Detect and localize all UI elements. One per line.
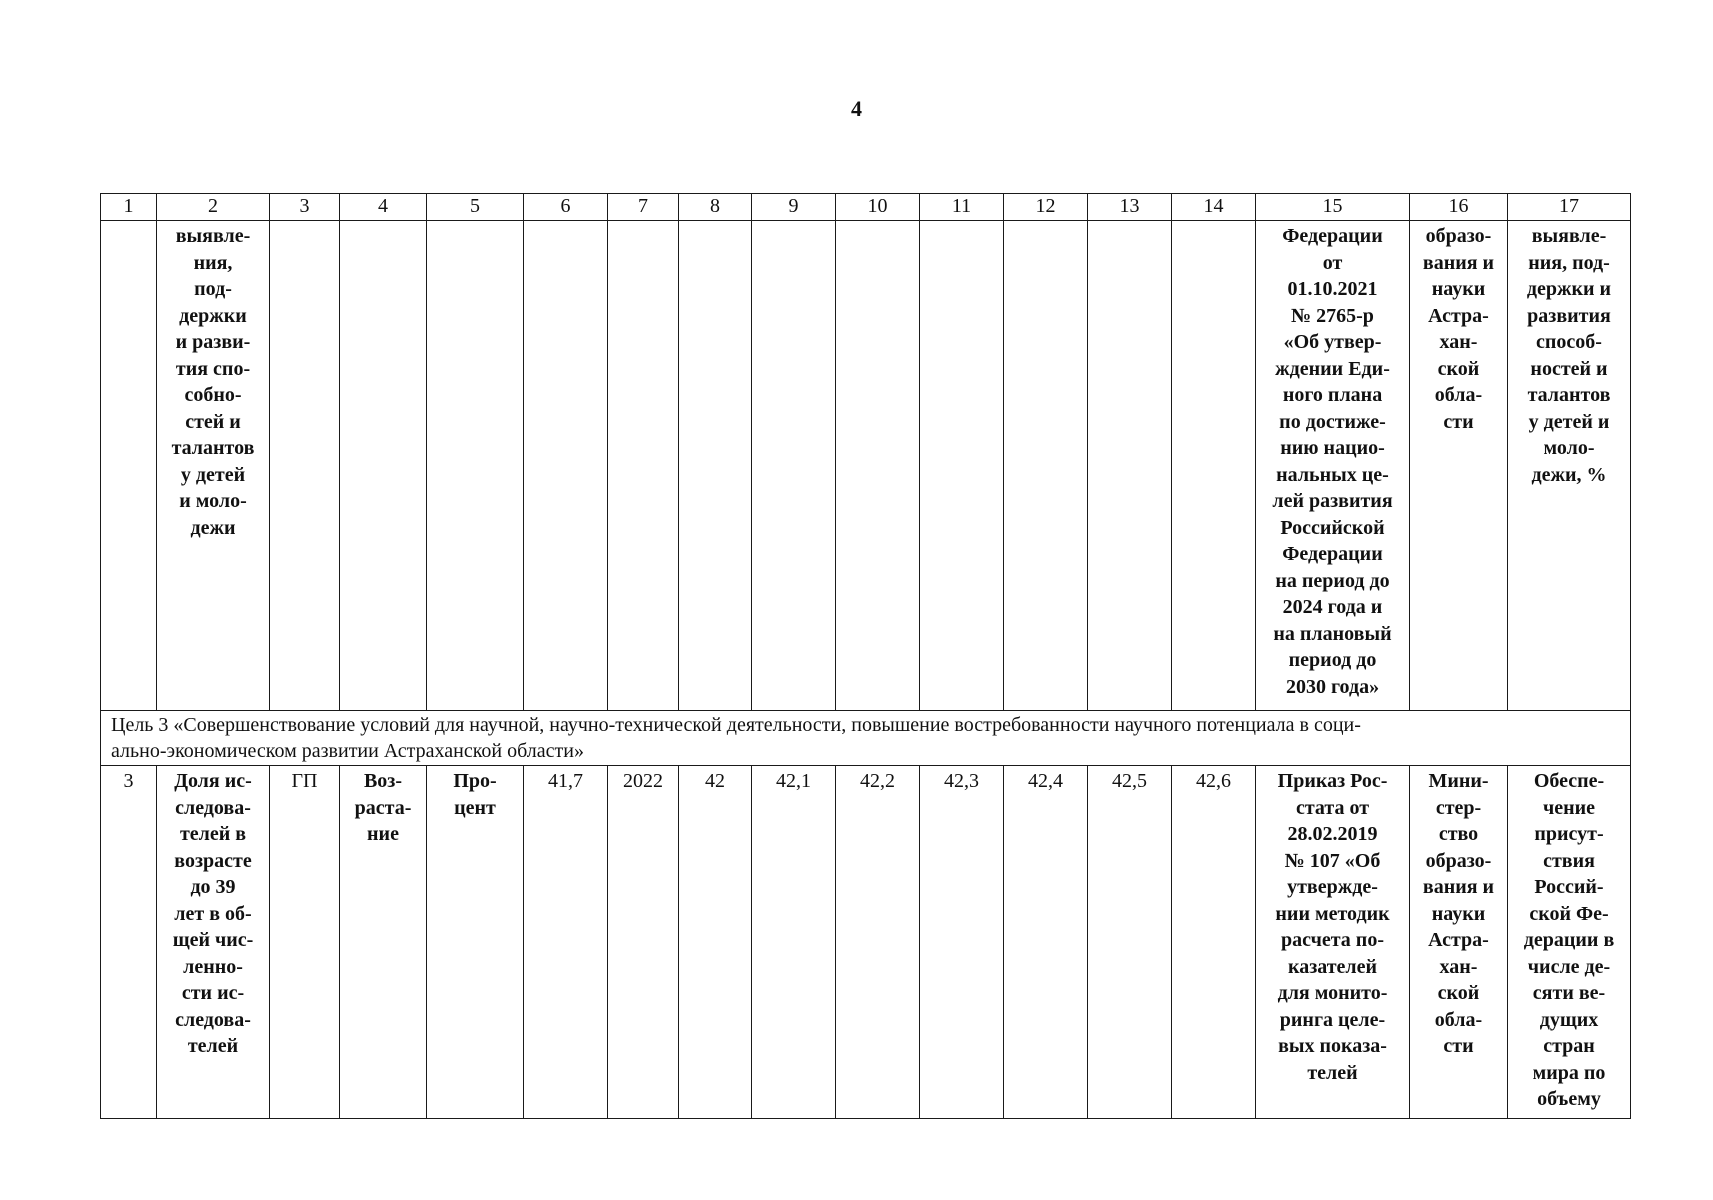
column-number: 10 — [836, 194, 920, 221]
table-cell — [101, 221, 157, 711]
goal-row — [101, 711, 1631, 766]
column-number: 2 — [157, 194, 270, 221]
table-cell — [270, 221, 340, 711]
trend-cell: Воз- раста- ние — [340, 766, 427, 1119]
column-number: 6 — [524, 194, 608, 221]
column-number: 8 — [679, 194, 752, 221]
column-number: 14 — [1172, 194, 1256, 221]
related-indicator-cell: выявле- ния, под- держки и развития способ- ностей и талантов у детей и моло- дежи, % — [1508, 221, 1631, 711]
column-number-row — [101, 194, 1631, 221]
unit-cell: Про- цент — [427, 766, 524, 1119]
base-year-cell: 2022 — [608, 766, 679, 1119]
table-cell — [920, 221, 1004, 711]
column-number: 1 — [101, 194, 157, 221]
column-number: 3 — [270, 194, 340, 221]
table-cell — [1088, 221, 1172, 711]
table-cell — [1004, 221, 1088, 711]
table-cell — [836, 221, 920, 711]
value-cell: 42,3 — [920, 766, 1004, 1119]
page-number: 4 — [851, 96, 862, 121]
column-number: 17 — [1508, 194, 1631, 221]
column-number: 12 — [1004, 194, 1088, 221]
column-number: 7 — [608, 194, 679, 221]
responsible-body-cell: Мини- стер- ство образо- вания и науки Астра- хан- ской обла- сти — [1410, 766, 1508, 1119]
column-number: 4 — [340, 194, 427, 221]
table-row — [101, 221, 1631, 711]
table-cell — [524, 221, 608, 711]
indicators-table — [100, 193, 1631, 1119]
value-cell: 42,2 — [836, 766, 920, 1119]
row-number-cell: 3 — [101, 766, 157, 1119]
value-cell: 42,4 — [1004, 766, 1088, 1119]
value-cell: 42,6 — [1172, 766, 1256, 1119]
related-indicator-cell: Обеспе- чение присут- ствия Россий- ской Фе- дерации в числе де- сяти ве- дущих стран мира по объему — [1508, 766, 1631, 1119]
source-document-cell: Приказ Рос- стата от 28.02.2019 № 107 «Об утвержде- нии методик расчета по- казателей для монито- ринга целе- вых показа- телей — [1256, 766, 1410, 1119]
indicator-level-cell: ГП — [270, 766, 340, 1119]
table-row — [101, 766, 1631, 1119]
table-cell — [427, 221, 524, 711]
column-number: 5 — [427, 194, 524, 221]
responsible-body-cell: образо- вания и науки Астра- хан- ской обла- сти — [1410, 221, 1508, 711]
value-cell: 42,5 — [1088, 766, 1172, 1119]
indicator-name-cell: Доля ис- следова- телей в возрасте до 39 лет в об- щей чис- ленно- сти ис- следова- телей — [157, 766, 270, 1119]
column-number: 16 — [1410, 194, 1508, 221]
indicator-name-cell: выявле- ния, под- держки и разви- тия спо- собно- стей и талантов у детей и моло- дежи — [157, 221, 270, 711]
value-cell: 42 — [679, 766, 752, 1119]
base-value-cell: 41,7 — [524, 766, 608, 1119]
table-cell — [752, 221, 836, 711]
column-number: 13 — [1088, 194, 1172, 221]
table-cell — [1172, 221, 1256, 711]
table-cell — [679, 221, 752, 711]
table-cell — [340, 221, 427, 711]
value-cell: 42,1 — [752, 766, 836, 1119]
column-number: 9 — [752, 194, 836, 221]
source-document-cell: Федерации от 01.10.2021 № 2765-р «Об утвер- ждении Еди- ного плана по достиже- нию нацио- нальных це- лей развития Российской Федерации на период до 2024 года и на плановый период до 2030 года» — [1256, 221, 1410, 711]
goal-heading: Цель 3 «Совершенствование условий для научной, научно-технической деятельности, повышение востребованности научного потенциала в соци- ально-экономическом развитии Астраханской области» — [101, 711, 1631, 766]
column-number: 15 — [1256, 194, 1410, 221]
table-cell — [608, 221, 679, 711]
column-number: 11 — [920, 194, 1004, 221]
